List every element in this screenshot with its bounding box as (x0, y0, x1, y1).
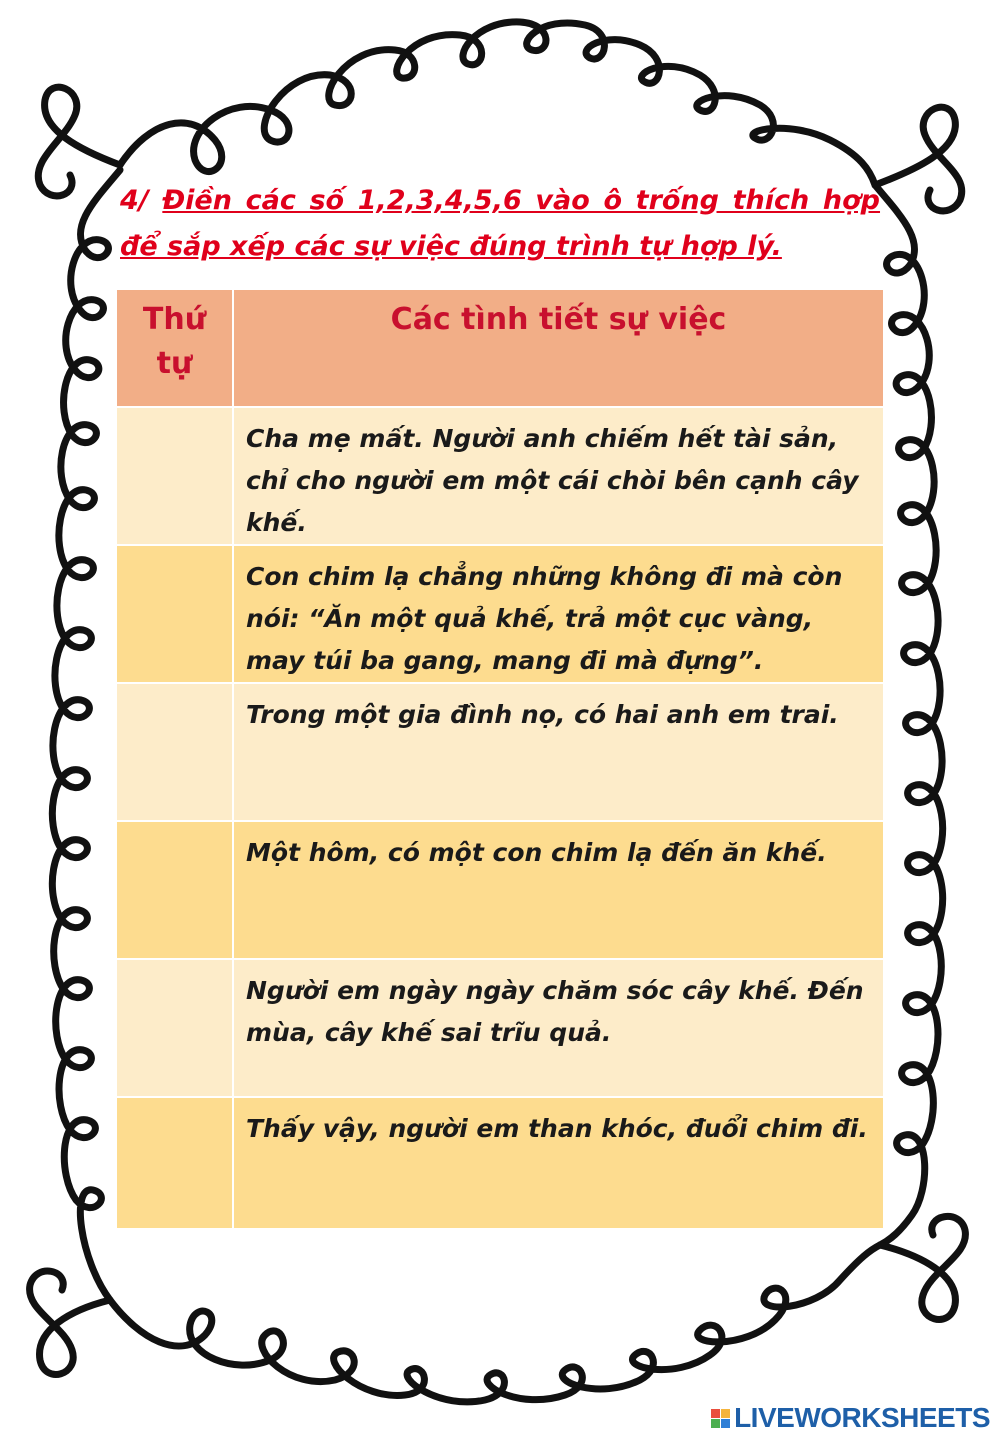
events-column-header: Các tình tiết sự việc (233, 289, 884, 407)
table-header-row (116, 289, 884, 407)
order-column-header: Thứ tự (116, 289, 233, 407)
table-row (116, 821, 884, 959)
event-text: Người em ngày ngày chăm sóc cây khế. Đến mùa, cây khế sai trĩu quả. (233, 959, 884, 1097)
table-row (116, 1097, 884, 1229)
brand-name: LIVEWORKSHEETS (734, 1402, 990, 1433)
table-row (116, 683, 884, 821)
table-row (116, 545, 884, 683)
order-cell[interactable] (116, 1097, 233, 1229)
order-input[interactable] (118, 823, 235, 959)
events-table (115, 288, 885, 1230)
order-input[interactable] (118, 409, 235, 545)
order-cell[interactable] (116, 959, 233, 1097)
event-text: Cha mẹ mất. Người anh chiếm hết tài sản, chỉ cho người em một cái chòi bên cạnh cây khế. (233, 407, 884, 545)
liveworksheets-brand (711, 1402, 990, 1434)
order-input[interactable] (118, 1099, 235, 1229)
order-cell[interactable] (116, 683, 233, 821)
order-cell[interactable] (116, 821, 233, 959)
order-cell[interactable] (116, 545, 233, 683)
instruction (120, 178, 880, 270)
table-row (116, 407, 884, 545)
table-row (116, 959, 884, 1097)
question-number: 4/ (120, 185, 149, 216)
event-text: Thấy vậy, người em than khóc, đuổi chim đi. (233, 1097, 884, 1229)
instruction-text: Điền các số 1,2,3,4,5,6 vào ô trống thích hợp để sắp xếp các sự việc đúng trình tự hợp lý. (120, 185, 881, 262)
order-input[interactable] (118, 961, 235, 1097)
event-text: Một hôm, có một con chim lạ đến ăn khế. (233, 821, 884, 959)
liveworksheets-logo-icon (711, 1409, 730, 1428)
event-text: Trong một gia đình nọ, có hai anh em trai. (233, 683, 884, 821)
order-input[interactable] (118, 685, 235, 821)
order-cell[interactable] (116, 407, 233, 545)
event-text: Con chim lạ chẳng những không đi mà còn nói: “Ăn một quả khế, trả một cục vàng, may túi ba gang, mang đi mà đựng”. (233, 545, 884, 683)
order-input[interactable] (118, 547, 235, 683)
